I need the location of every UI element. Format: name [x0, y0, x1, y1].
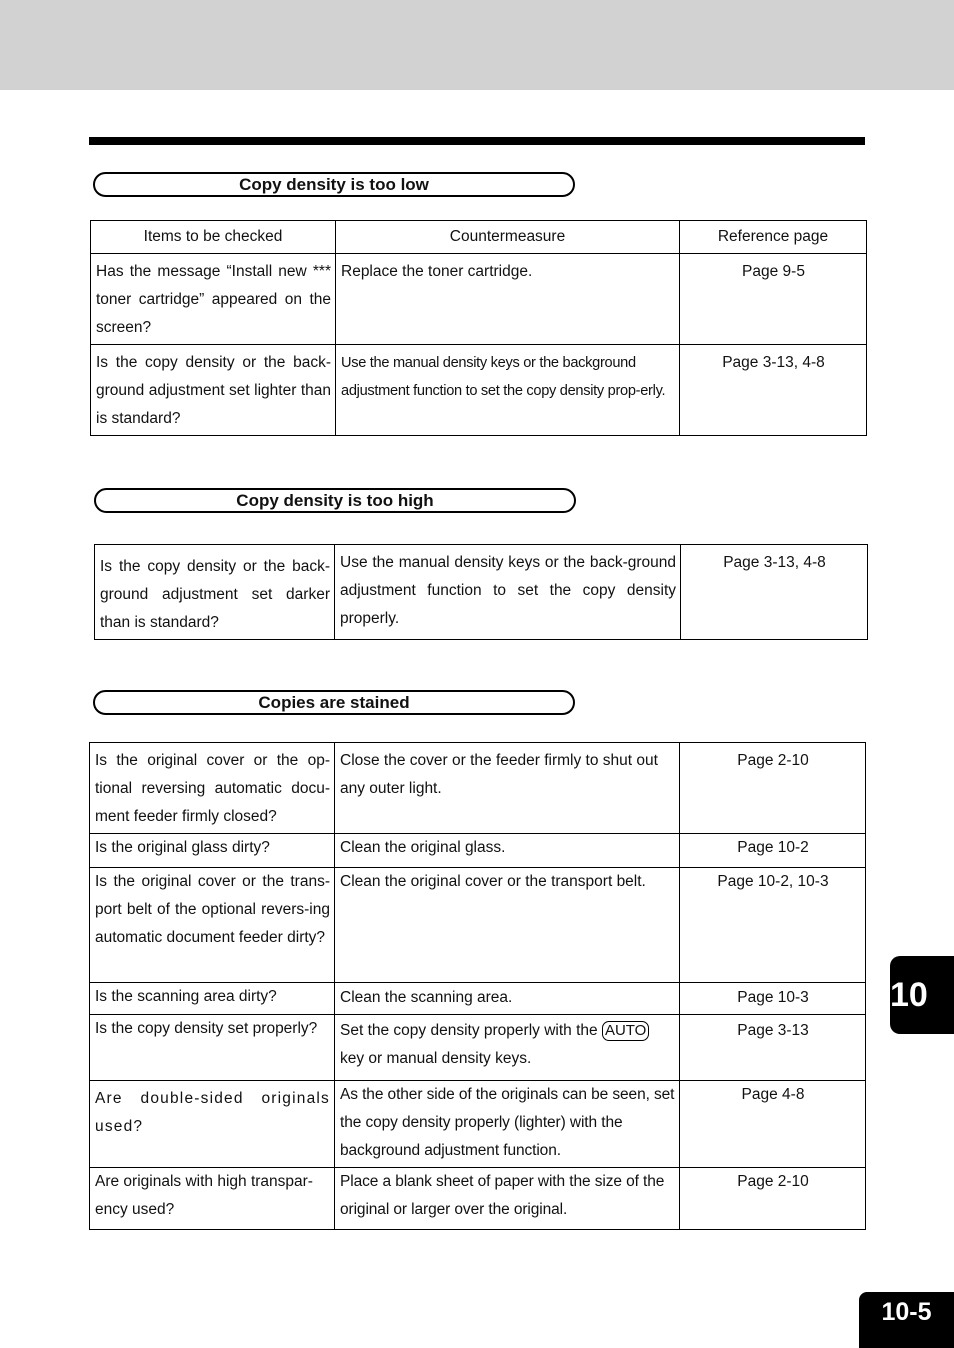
table-row — [90, 1168, 866, 1230]
measure-cell — [335, 1015, 680, 1081]
table-row — [90, 834, 866, 868]
ref-cell: Page 2-10 — [680, 1168, 866, 1230]
measure-text-start: Set the copy density properly with the — [340, 1022, 598, 1039]
item-cell: Is the scanning area dirty? — [90, 983, 335, 1015]
column-header-countermeasure: Countermeasure — [336, 221, 680, 254]
header-band — [0, 0, 954, 90]
ref-cell: Page 3-13, 4-8 — [680, 345, 867, 436]
table-row — [90, 983, 866, 1015]
column-header-reference: Reference page — [680, 221, 867, 254]
ref-cell: Page 4-8 — [680, 1081, 866, 1168]
auto-key-label: AUTO — [602, 1021, 649, 1041]
ref-cell: Page 10-2, 10-3 — [680, 868, 866, 983]
measure-cell: Replace the toner cartridge. — [336, 254, 680, 345]
top-rule — [89, 137, 865, 145]
ref-cell: Page 10-2 — [680, 834, 866, 868]
table-row — [90, 1015, 866, 1081]
table-row — [95, 545, 868, 640]
table-row — [91, 345, 867, 436]
table-density-high — [94, 544, 868, 640]
table-copies-stained — [89, 742, 866, 1230]
table-row — [90, 743, 866, 834]
ref-cell: Page 3-13, 4-8 — [681, 545, 868, 640]
table-row — [91, 254, 867, 345]
ref-cell: Page 9-5 — [680, 254, 867, 345]
table-row — [90, 1081, 866, 1168]
table-density-low — [90, 220, 867, 436]
measure-cell: Use the manual density keys or the background adjustment function to set the copy density prop-erly. — [336, 345, 680, 436]
measure-cell: Use the manual density keys or the back-ground adjustment function to set the copy density properly. — [335, 545, 681, 640]
item-cell: Has the message “Install new *** toner cartridge” appeared on the screen? — [91, 254, 336, 345]
measure-cell: Close the cover or the feeder firmly to shut out any outer light. — [335, 743, 680, 834]
page-number: 10-5 — [859, 1292, 954, 1348]
section-title-density-low: Copy density is too low — [93, 172, 575, 197]
item-cell: Is the copy density set properly? — [90, 1015, 335, 1081]
ref-cell: Page 3-13 — [680, 1015, 866, 1081]
measure-cell: As the other side of the originals can be seen, set the copy density properly (lighter) with the background adjustment function. — [335, 1081, 680, 1168]
measure-cell: Clean the original glass. — [335, 834, 680, 868]
measure-cell: Clean the original cover or the transport belt. — [335, 868, 680, 983]
item-cell: Is the copy density or the back-ground adjustment set lighter than is standard? — [91, 345, 336, 436]
measure-cell: Place a blank sheet of paper with the size of the original or larger over the original. — [335, 1168, 680, 1230]
item-cell: Are originals with high transpar-ency used? — [90, 1168, 335, 1230]
item-cell: Are double-sided originals used? — [90, 1081, 335, 1168]
ref-cell: Page 10-3 — [680, 983, 866, 1015]
table-row — [90, 868, 866, 983]
section-title-density-high: Copy density is too high — [94, 488, 576, 513]
measure-cell: Clean the scanning area. — [335, 983, 680, 1015]
item-cell: Is the original glass dirty? — [90, 834, 335, 868]
chapter-number: 10 — [890, 976, 928, 1014]
column-header-items: Items to be checked — [91, 221, 336, 254]
ref-cell: Page 2-10 — [680, 743, 866, 834]
item-cell: Is the original cover or the trans-port belt of the optional revers-ing automatic document feeder dirty? — [90, 868, 335, 983]
section-title-copies-stained: Copies are stained — [93, 690, 575, 715]
item-cell: Is the original cover or the op-tional reversing automatic docu-ment feeder firmly closed? — [90, 743, 335, 834]
chapter-tab — [890, 956, 954, 1034]
measure-text-end: key or manual density keys. — [340, 1050, 532, 1067]
item-cell: Is the copy density or the back-ground adjustment set darker than is standard? — [95, 545, 335, 640]
